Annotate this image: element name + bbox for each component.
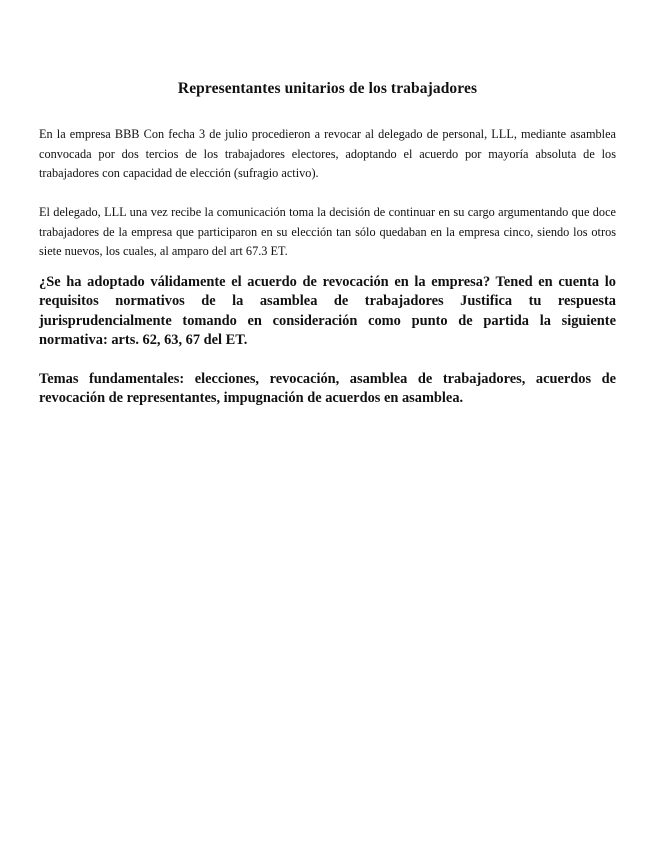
case-paragraph-2: El delegado, LLL una vez recibe la comunicación toma la decisión de continuar en su cargo argumentando que doce trabajadores de la empresa que participaron en su elección tan sólo quedaban en la empresa cinco, siendo los otros siete nuevos, los cuales, al amparo del art 67.3 ET.: [39, 205, 616, 258]
document-title: Representantes unitarios de los trabajadores: [177, 80, 478, 97]
question-paragraph: ¿Se ha adoptado válidamente el acuerdo de revocación en la empresa? Tened en cuenta lo requisitos normativos de la asamblea de trabajadores Justifica tu respuesta jurisprudencialmente tomando en consideración como punto de partida la siguiente normativa: arts. 62, 63, 67 del ET.: [39, 274, 616, 348]
topics-paragraph: Temas fundamentales: elecciones, revocación, asamblea de trabajadores, acuerdos de revocación de representantes, impugnación de acuerdos en asamblea.: [39, 371, 616, 407]
case-paragraph-1: En la empresa BBB Con fecha 3 de julio procedieron a revocar al delegado de personal, LLL, mediante asamblea convocada por dos tercios de los trabajadores electores, adoptando el acuerdo por mayoría absoluta de los trabajadores con capacidad de elección (sufragio activo).: [39, 127, 616, 180]
